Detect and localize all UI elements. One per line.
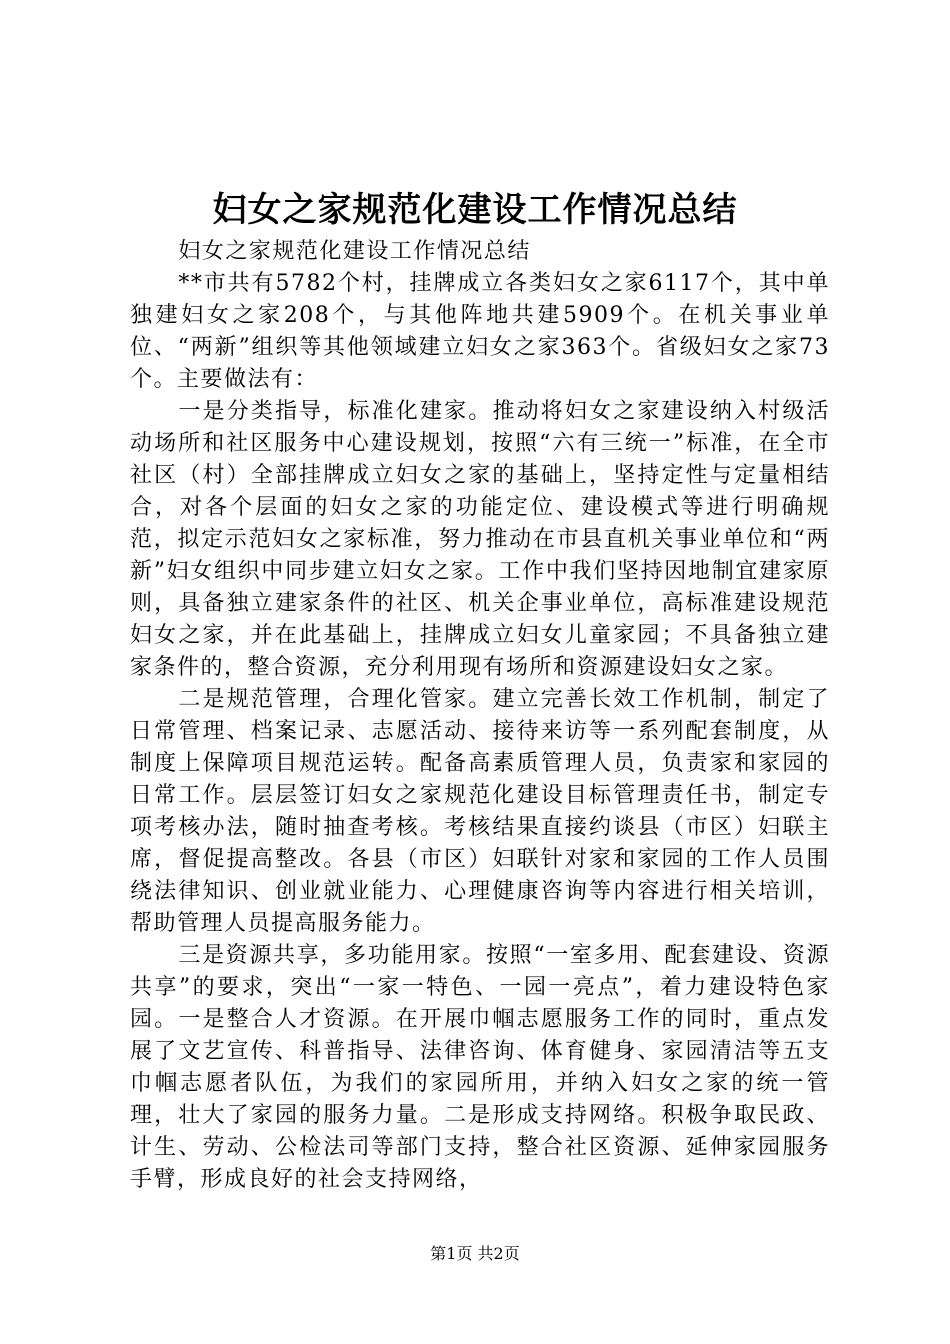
page-number-footer: 第1页 共2页	[430, 1244, 520, 1263]
document-body	[130, 236, 830, 1196]
document-paragraph: 二是规范管理，合理化管家。建立完善长效工作机制，制定了日常管理、档案记录、志愿活动、接待来访等一系列配套制度，从制度上保障项目规范运转。配备高素质管理人员，负责家和家园的日常工作。层层签订妇女之家规范化建设目标管理责任书，制定专项考核办法，随时抽查考核。考核结果直接约谈县（市区）妇联主席，督促提高整改。各县（市区）妇联针对家和家园的工作人员围绕法律知识、创业就业能力、心理健康咨询等内容进行相关培训，帮助管理人员提高服务能力。	[130, 687, 830, 936]
document-paragraph: **市共有5782个村，挂牌成立各类妇女之家6117个，其中单独建妇女之家208个，与其他阵地共建5909个。在机关事业单位、“两新”组织等其他领域建立妇女之家363个。省级妇女之家73个。主要做法有：	[130, 271, 830, 392]
document-paragraph: 三是资源共享，多功能用家。按照“一室多用、配套建设、资源共享”的要求，突出“一家一特色、一园一亮点”，着力建设特色家园。一是整合人才资源。在开展巾帼志愿服务工作的同时，重点发展了文艺宣传、科普指导、法律咨询、体育健身、家园清洁等五支巾帼志愿者队伍，为我们的家园所用，并纳入妇女之家的统一管理，壮大了家园的服务力量。二是形成支持网络。积极争取民政、计生、劳动、公检法司等部门支持，整合社区资源、延伸家园服务手臂，形成良好的社会支持网络，	[130, 943, 830, 1192]
document-title: 妇女之家规范化建设工作情况总结	[212, 190, 738, 230]
document-paragraph: 一是分类指导，标准化建家。推动将妇女之家建设纳入村级活动场所和社区服务中心建设规划，按照“六有三统一”标准，在全市社区（村）全部挂牌成立妇女之家的基础上，坚持定性与定量相结合，对各个层面的妇女之家的功能定位、建设模式等进行明确规范，拟定示范妇女之家标准，努力推动在市县直机关事业单位和“两新”妇女组织中同步建立妇女之家。工作中我们坚持因地制宜建家原则，具备独立建家条件的社区、机关企事业单位，高标准建设规范妇女之家，并在此基础上，挂牌成立妇女儿童家园；不具备独立建家条件的，整合资源，充分利用现有场所和资源建设妇女之家。	[130, 399, 830, 680]
document-paragraph: 妇女之家规范化建设工作情况总结	[178, 239, 531, 264]
